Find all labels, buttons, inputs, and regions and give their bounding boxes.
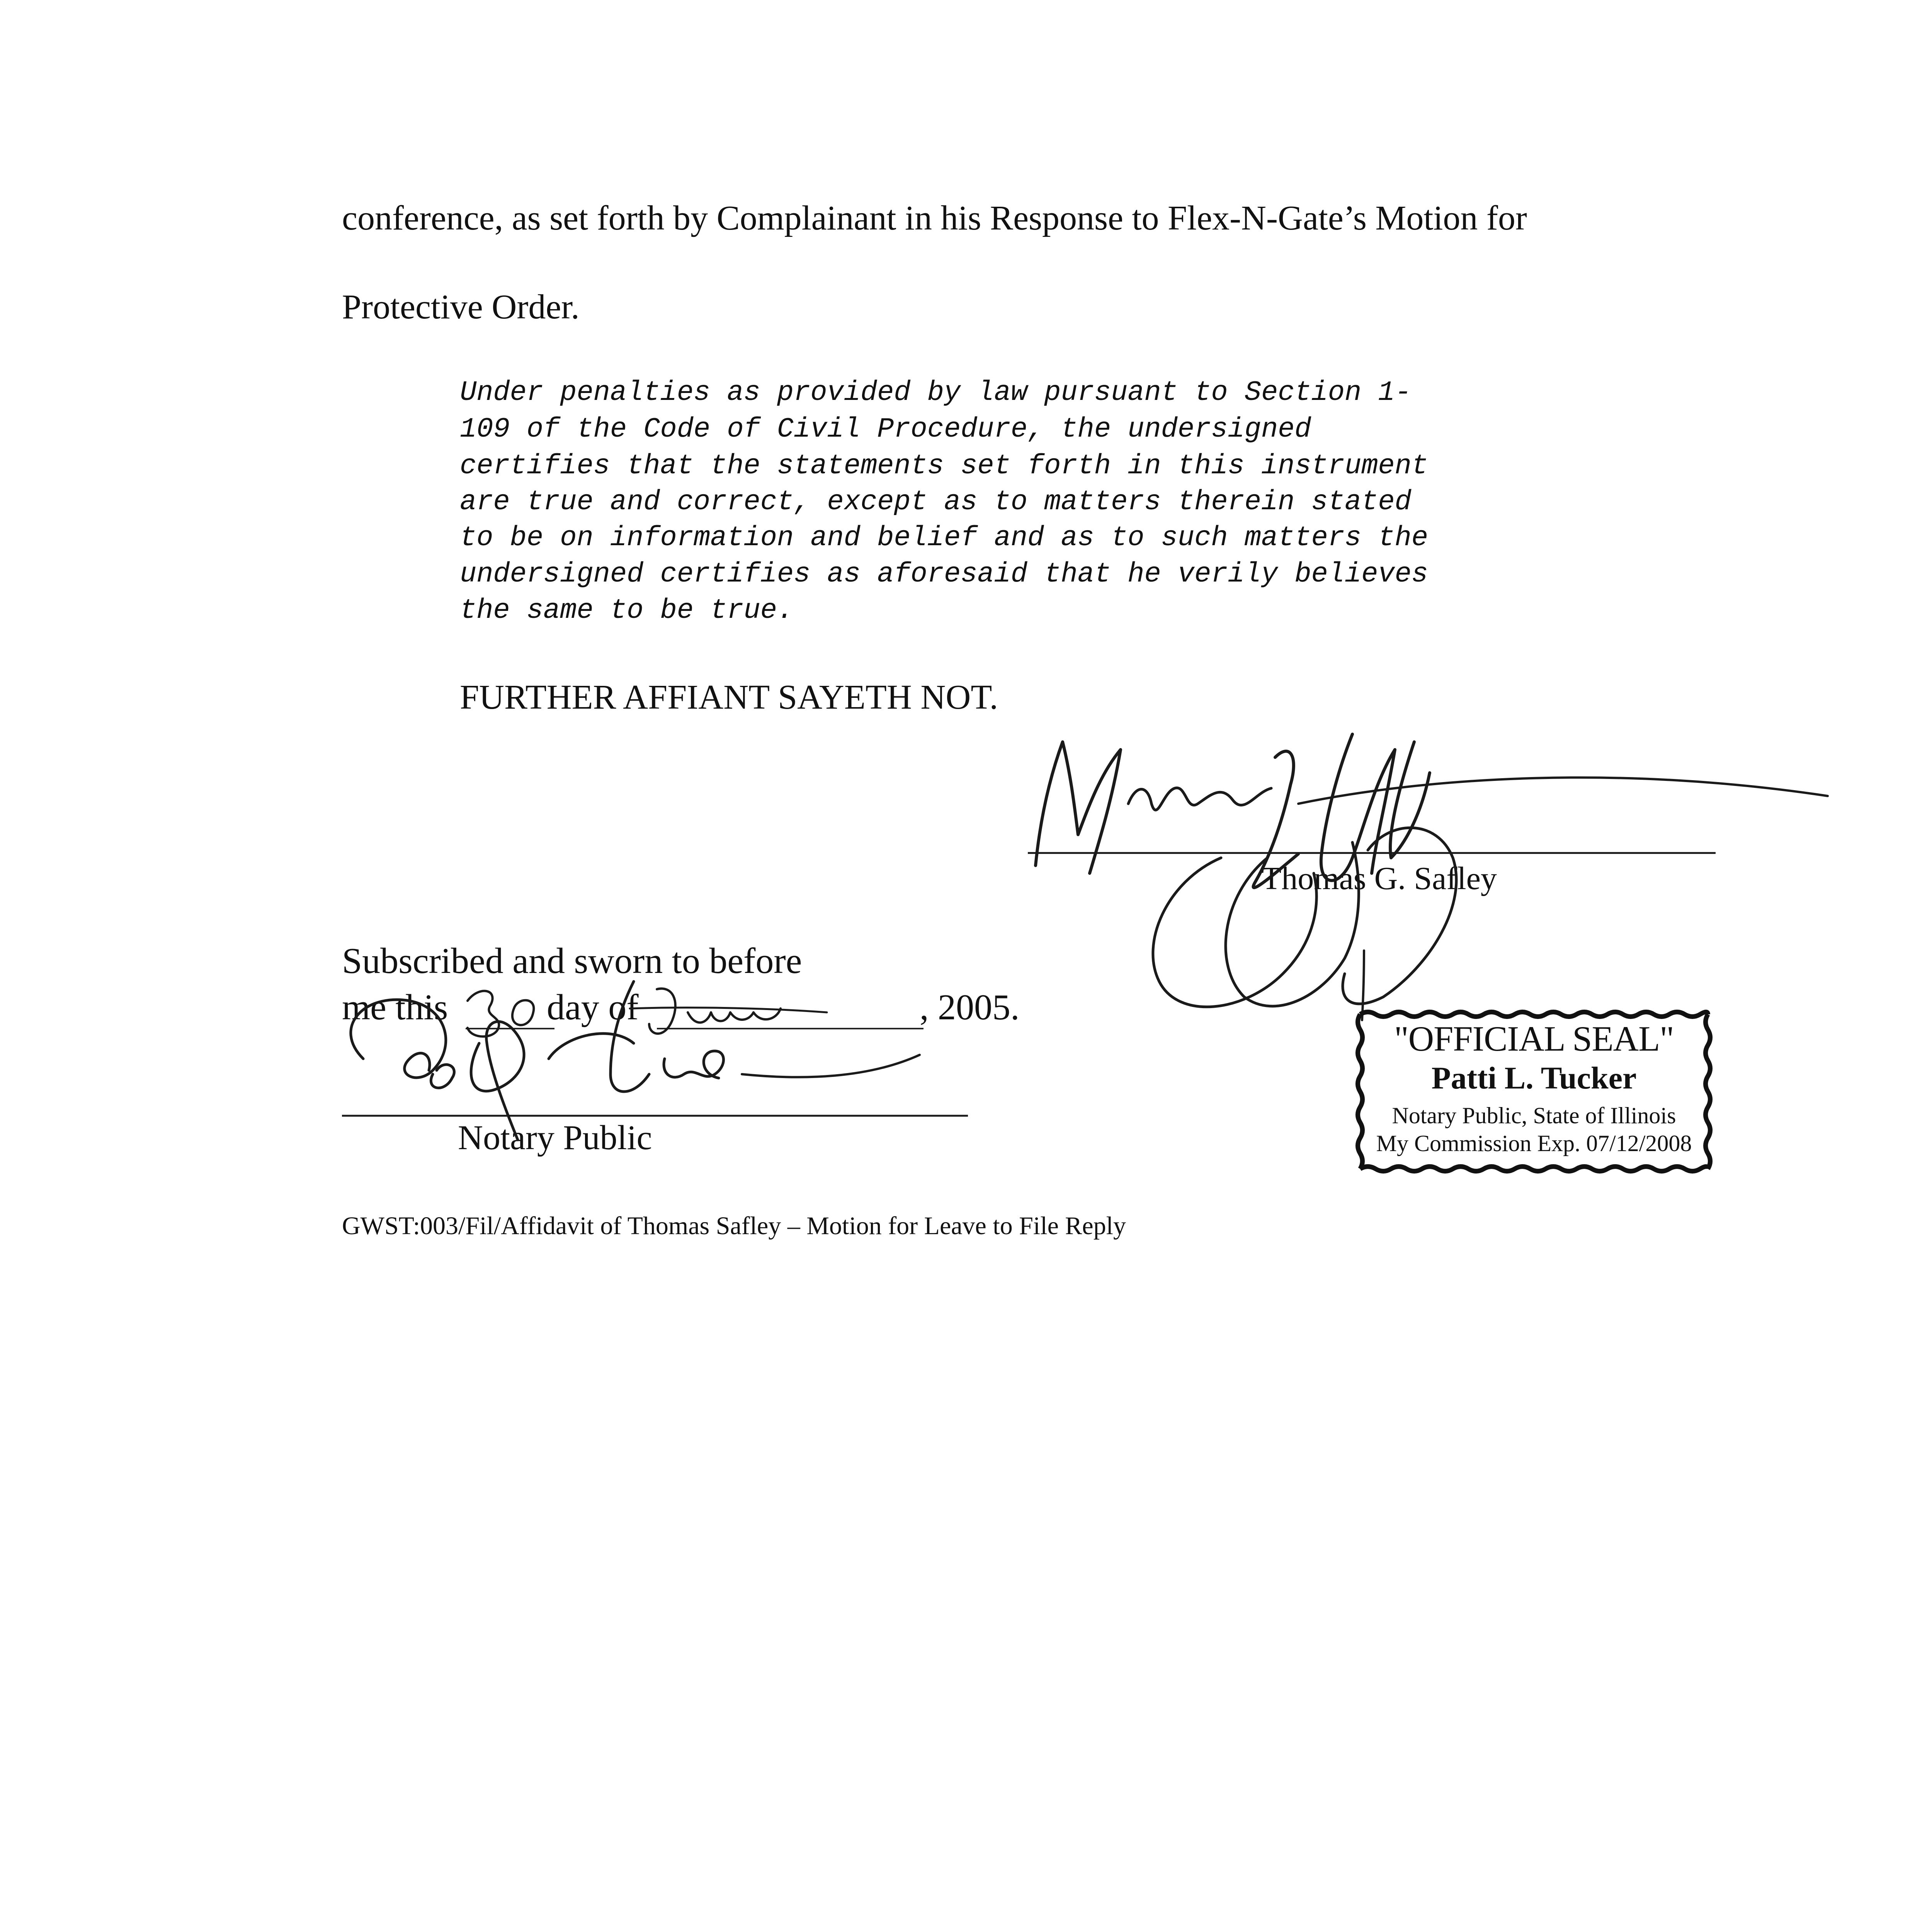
certification-line: 109 of the Code of Civil Procedure, the undersigned	[460, 413, 1311, 445]
certification-line: to be on information and belief and as to such matters the	[460, 522, 1429, 554]
jurat-line-1: Subscribed and sworn to before	[342, 941, 802, 981]
certification-line: Under penalties as provided by law pursuant to Section 1-	[460, 377, 1412, 408]
body-line-1: conference, as set forth by Complainant in his Response to Flex-N-Gate’s Motion for	[342, 199, 1527, 237]
jurat-day-blank	[466, 1028, 554, 1029]
affiant-signature-line	[1028, 852, 1716, 854]
certification-line: undersigned certifies as aforesaid that he verily believes	[460, 558, 1429, 590]
notary-caption: Notary Public	[458, 1119, 652, 1157]
certification-line: are true and correct, except as to matters therein stated	[460, 486, 1412, 518]
document-footer-reference: GWST:003/Fil/Affidavit of Thomas Safley – Motion for Leave to File Reply	[342, 1212, 1126, 1240]
notary-signature-line	[342, 1115, 968, 1117]
certification-line: the same to be true.	[460, 595, 794, 626]
seal-jurisdiction: Notary Public, State of Illinois	[1392, 1103, 1676, 1128]
certification-line: certifies that the statements set forth in this instrument	[460, 450, 1429, 482]
jurat-handwritten-date-icon	[456, 978, 958, 1047]
seal-title: "OFFICIAL SEAL"	[1394, 1019, 1674, 1058]
seal-notary-name: Patti L. Tucker	[1431, 1060, 1637, 1095]
jurat-month-blank	[657, 1028, 923, 1029]
further-affiant-text: FURTHER AFFIANT SAYETH NOT.	[460, 678, 998, 716]
official-seal	[1352, 1007, 1716, 1177]
jurat-day-of: day of	[547, 987, 639, 1027]
jurat-year: , 2005.	[920, 987, 1020, 1027]
seal-commission-expiry: My Commission Exp. 07/12/2008	[1376, 1131, 1692, 1156]
jurat-me-this: me this	[342, 987, 448, 1027]
affiant-name: Thomas G. Safley	[1262, 861, 1497, 896]
body-line-2: Protective Order.	[342, 288, 580, 326]
